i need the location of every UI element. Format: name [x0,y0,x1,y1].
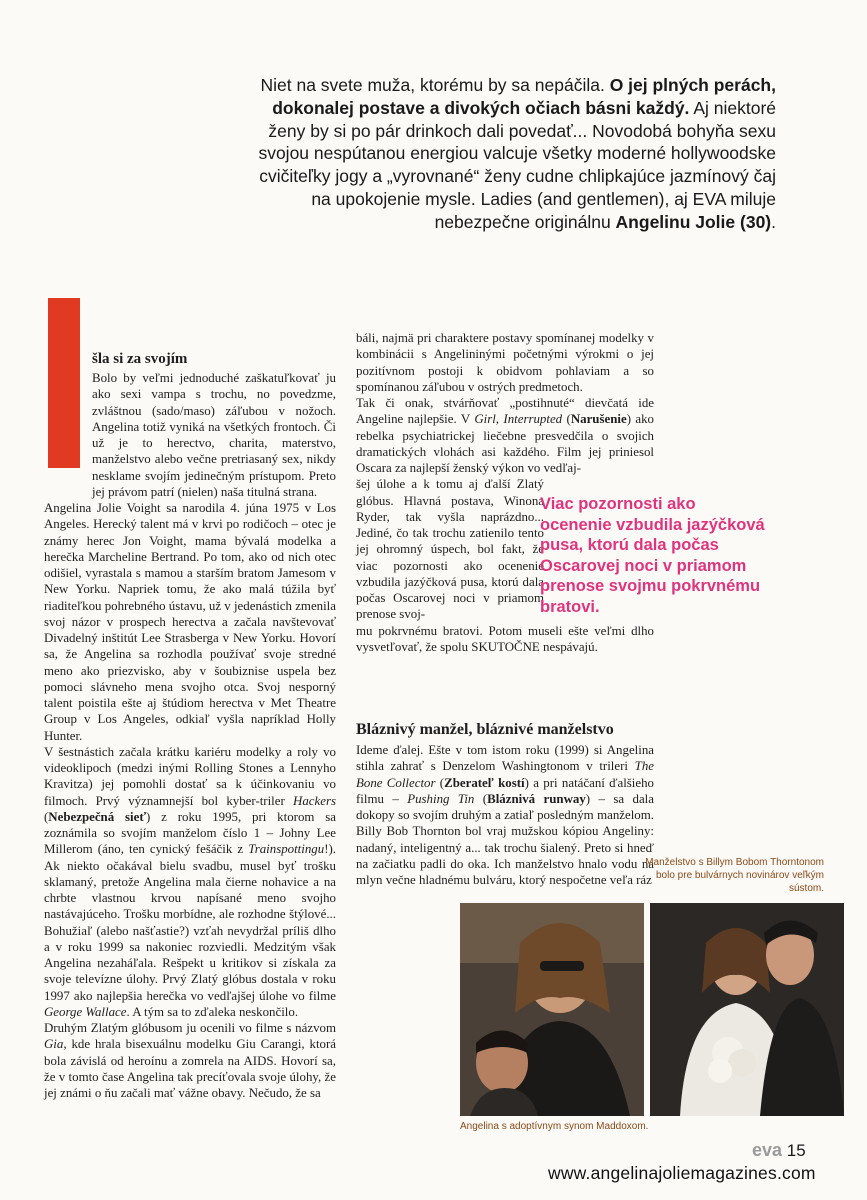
lead-text-3: . [771,211,776,232]
page-number: 15 [786,1141,806,1160]
article-paragraph-narrow: šej úlohe a k tomu aj ďalší Zlatý glóbus. Hlavná postava, Winona Ryder, tak vyšla naprázdno... Jediné, čo tak trochu zatienilo tento jej ohromný úspech, bol fakt, že viac pozornosti ako ocenenie vzbudila jazýčková pusa, ktorú dala počas Oscarovej noci v priamom prenose svoj- [356,477,544,622]
section-heading-2: Bláznivý manžel, bláznivé manželstvo [356,721,614,738]
photo-caption-right: Manželstvo s Billym Bobom Thorntonom bolo pre bulvárnych novinárov veľkým sústom. [645,857,824,894]
article-paragraph: Druhým Zlatým glóbusom ju ocenili vo filme s názvom Gia, kde hrala bisexuálnu modelku Giu Carangi, ktorá bola závislá od heroínu a zomrela na AIDS. Hovorí sa, že v tomto čase Angelina tak precíťovala svoje úlohy, že jej známi o ňu začali mať vážne obavy. Nečudo, že sa [44,1021,336,1100]
article-column-1 [44,350,336,1101]
section-heading-1: šla si za svojím [92,351,188,367]
lead-text-1: Niet na svete muža, ktorému by sa nepáčila. [260,75,610,95]
photo-placeholder-1 [460,903,644,1116]
photo-angelina-with-son [460,903,644,1116]
article-column-3 [356,720,654,888]
lead-paragraph [256,74,776,234]
photo-placeholder-2 [650,903,844,1116]
article-paragraph: Bolo by veľmi jednoduché zaškatuľkovať ju ako sexi vampa s trochu, no povedzme, zvláštnou (sado/maso) záľubou v nožoch. Angelina totiž vyniká na všetkých frontoch. Či už je to herectvo, charita, materstvo, manželstvo alebo večne pretriasaný sex, nikdy nesklame svojím jedinečným prístupom. Preto jej právom patrí (nielen) naša titulná strana. [92,371,336,499]
article-paragraph: báli, najmä pri charaktere postavy spomínanej modelky v kombinácii s Angelininými početnými výrokmi o jej pozitívnom postoji k obidvom pohlaviam a so spomínanou záľubou v ostrých predmetoch. [356,331,654,394]
page-footer [752,1140,806,1161]
photo-caption-left: Angelina s adoptívnym synom Maddoxom. [460,1121,649,1132]
magazine-logo: eva [752,1140,783,1160]
lead-bold-2: Angelinu Jolie (30) [615,211,772,232]
article-paragraph: mu pokrvnému bratovi. Potom museli ešte veľmi dlho vysvetľovať, že spolu SKUTOČNE nespávajú. [356,623,654,654]
lead-bold-1: O jej plných perách, dokonalej postave a divokých očiach básni každý. [272,75,776,118]
photo-angelina-wedding [650,903,844,1116]
lead-text-2: Aj niektoré ženy by si po pár drinkoch dali povedať... Novodobá bohyňa sexu svojou nespútanou energiou valcuje všetky moderné hollywoodske cvičiteľky jogy a „vyrovnané“ ženy cudne chlipkajúce jazmínový čaj na upokojenie mysle. Ladies (and gentlemen), aj EVA miluje nebezpečne originálnu [258,97,776,232]
article-paragraph: Ideme ďalej. Ešte v tom istom roku (1999) si Angelina stihla zahrať s Denzelom Washingtonom v trileri The Bone Collector (Zberateľ kostí) a pri natáčaní ďalšieho filmu – Pushing Tin (Bláznivá runway) – sa dala dokopy so svojím druhým a zatiaľ posledným manželom. Billy Bob Thornton bol vraj mužskou kópiou Angeliny: nadaný, inteligentný a... tak trochu šialený. Preto si hneď na začiatku padli do oka. Ich manželstvo hnalo vodu na mlyn večne hladnému bulváru, ktorý nespočetne veľa ráz [356,743,654,887]
pull-quote: Viac pozornosti ako ocenenie vzbudila jazýčková pusa, ktorú dala počas Oscarovej noci v priamom prenose svojmu pokrvnému bratovi. [540,495,765,616]
article-paragraph: Tak či onak, stvárňovať „postihnuté“ dievčatá ide Angeline najlepšie. V Girl, Interrupted (Narušenie) ako rebelka psychiatrickej liečebne presvedčila o svojich dramatických vlohách asi každého. Film jej priniesol Oscara za najlepší ženský výkon vo vedľaj- [356,396,654,475]
article-paragraph: Angelina Jolie Voight sa narodila 4. júna 1975 v Los Angeles. Herecký talent má v krvi po rodičoch – otec je známy herec Jon Voight, mama bývalá modelka a herečka Marcheline Bertrand. Po tom, ako od nich otec odišiel, vyrastala s mamou a starším bratom Jamesom v New Yorku. Napriek tomu, že ako malá túžila byť riaditeľkou pohrebného ústavu, už v jedenástich zmenila svoj názor v prospech herectva a začala navštevovať Divadelný inštitút Lee Strasberga v New Yorku. Hovorí sa, že Angelina sa rozhodla používať svoje stredné meno ako priezvisko, aby v šoubiznise uspela bez pomoci slávneho mena svojho otca. Svoj nesporný talent poistila ešte aj štúdiom herectva v Met Theatre Group v Los Angeles, odkiaľ vyšla napríklad Holly Hunter. [44,501,336,743]
source-url: www.angelinajoliemagazines.com [548,1163,816,1183]
article-paragraph: V šestnástich začala krátku kariéru modelky a roly vo videoklipoch (medzi inými Rolling Stones a Lennyho Kravitza) jej pomohli dostať sa k účinkovaniu vo filmoch. Prvý významnejší bol kyber-triler Hackers (Nebezpečná sieť) z roku 1995, pri ktorom sa zoznámila so svojím manželom číslo 1 – Johny Lee Millerom (áno, ten cynický fešáčik z Trainspottingu!). Ak niekto očakával bielu svadbu, musel byť trošku sklamaný, pretože Angelina mala čierne nohavice a na chrbte vlastnou krvou napísané meno svojho nastávajúceho. Trošku morbídne, ale rozhodne štýlové... Bohužiaľ (alebo našťastie?) vzťah nevydržal príliš dlho a v roku 1999 sa nakoniec rozviedli. Medzitým však Angelina nezaháľala. Rešpekt u kritikov si získala za svoje televízne úlohy. Prvý Zlatý glóbus dostala v roku 1997 ako najlepšia herečka vo vedľajšej úlohe vo filme George Wallace. A tým sa to zďaleka neskončilo. [44,744,336,1019]
